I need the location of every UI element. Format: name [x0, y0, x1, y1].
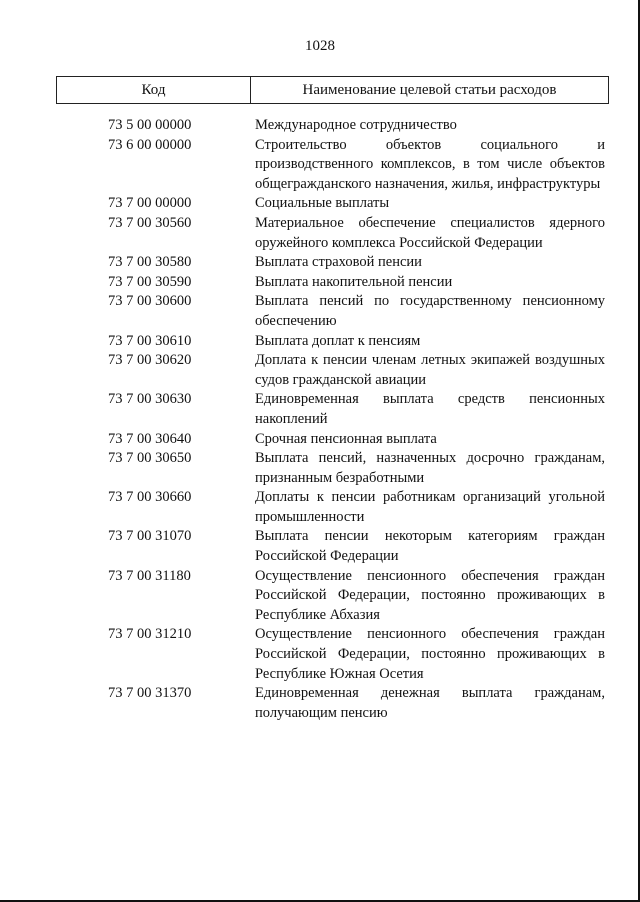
row-name: Доплата к пенсии членам летных экипажей воздушных судов гражданской авиации	[255, 352, 605, 388]
table-row	[0, 625, 640, 684]
row-name: Строительство объектов социального и производственного комплексов, в том числе объектов общегражданского назначения, жилья, инфраструктуры	[255, 136, 605, 192]
row-code: 73 7 00 30590	[108, 273, 192, 290]
table-row	[0, 136, 640, 195]
table-row	[0, 567, 640, 626]
row-name: Выплата пенсии некоторым категориям граждан Российской Федерации	[255, 528, 605, 565]
page-number: 1028	[305, 38, 335, 54]
row-name: Выплата пенсий по государственному пенсионному обеспечению	[255, 293, 605, 329]
row-name: Выплата доплат к пенсиям	[255, 332, 421, 349]
row-name: Социальные выплаты	[255, 195, 390, 212]
table-row	[0, 527, 640, 566]
row-code: 73 6 00 00000	[108, 136, 192, 153]
table-row	[0, 273, 640, 293]
row-code: 73 7 00 31180	[108, 567, 191, 584]
row-name: Материальное обеспечение специалистов ядерного оружейного комплекса Российской Федерации	[255, 214, 605, 251]
row-name: Единовременная выплата средств пенсионных накоплений	[255, 391, 605, 427]
table-row	[0, 292, 640, 331]
row-code: 73 7 00 31210	[108, 626, 192, 643]
table-body	[0, 116, 640, 723]
table-row	[0, 214, 640, 253]
table-row	[0, 430, 640, 450]
header-name: Наименование целевой статьи расходов	[302, 81, 557, 98]
row-code: 73 7 00 30620	[108, 352, 192, 369]
row-name: Выплата пенсий, назначенных досрочно гражданам, признанным безработными	[255, 450, 605, 486]
row-code: 73 7 00 30660	[108, 489, 192, 506]
row-code: 73 7 00 30650	[108, 450, 192, 467]
row-name: Международное сотрудничество	[255, 117, 457, 133]
row-name: Срочная пенсионная выплата	[255, 430, 437, 447]
row-name: Выплата страховой пенсии	[255, 254, 422, 271]
table-row	[0, 194, 640, 214]
row-code: 73 5 00 00000	[108, 117, 192, 133]
table-row	[0, 390, 640, 429]
row-code: 73 7 00 30630	[108, 391, 192, 408]
table-row	[0, 449, 640, 488]
row-code: 73 7 00 30640	[108, 430, 192, 447]
row-name: Доплаты к пенсии работникам организаций угольной промышленности	[255, 489, 605, 525]
row-code: 73 7 00 30560	[108, 214, 192, 231]
table-row	[0, 116, 640, 136]
row-code: 73 7 00 31070	[108, 528, 192, 545]
row-name: Осуществление пенсионного обеспечения граждан Российской Федерации, постоянно проживающих в Республике Южная Осетия	[255, 626, 605, 682]
table-row	[0, 351, 640, 390]
table-header	[56, 76, 609, 104]
row-code: 73 7 00 30610	[108, 332, 192, 349]
row-code: 73 7 00 31370	[108, 685, 192, 702]
header-code: Код	[57, 77, 251, 103]
row-code: 73 7 00 30580	[108, 254, 192, 271]
row-code: 73 7 00 30600	[108, 293, 192, 310]
table-row	[0, 332, 640, 352]
table-row	[0, 253, 640, 273]
table-row	[0, 684, 640, 723]
row-name: Осуществление пенсионного обеспечения граждан Российской Федерации, постоянно проживающих в Республике Абхазия	[255, 567, 605, 623]
row-code: 73 7 00 00000	[108, 195, 192, 212]
row-name: Единовременная денежная выплата гражданам, получающим пенсию	[255, 685, 605, 721]
row-name: Выплата накопительной пенсии	[255, 273, 453, 290]
table-row	[0, 488, 640, 527]
